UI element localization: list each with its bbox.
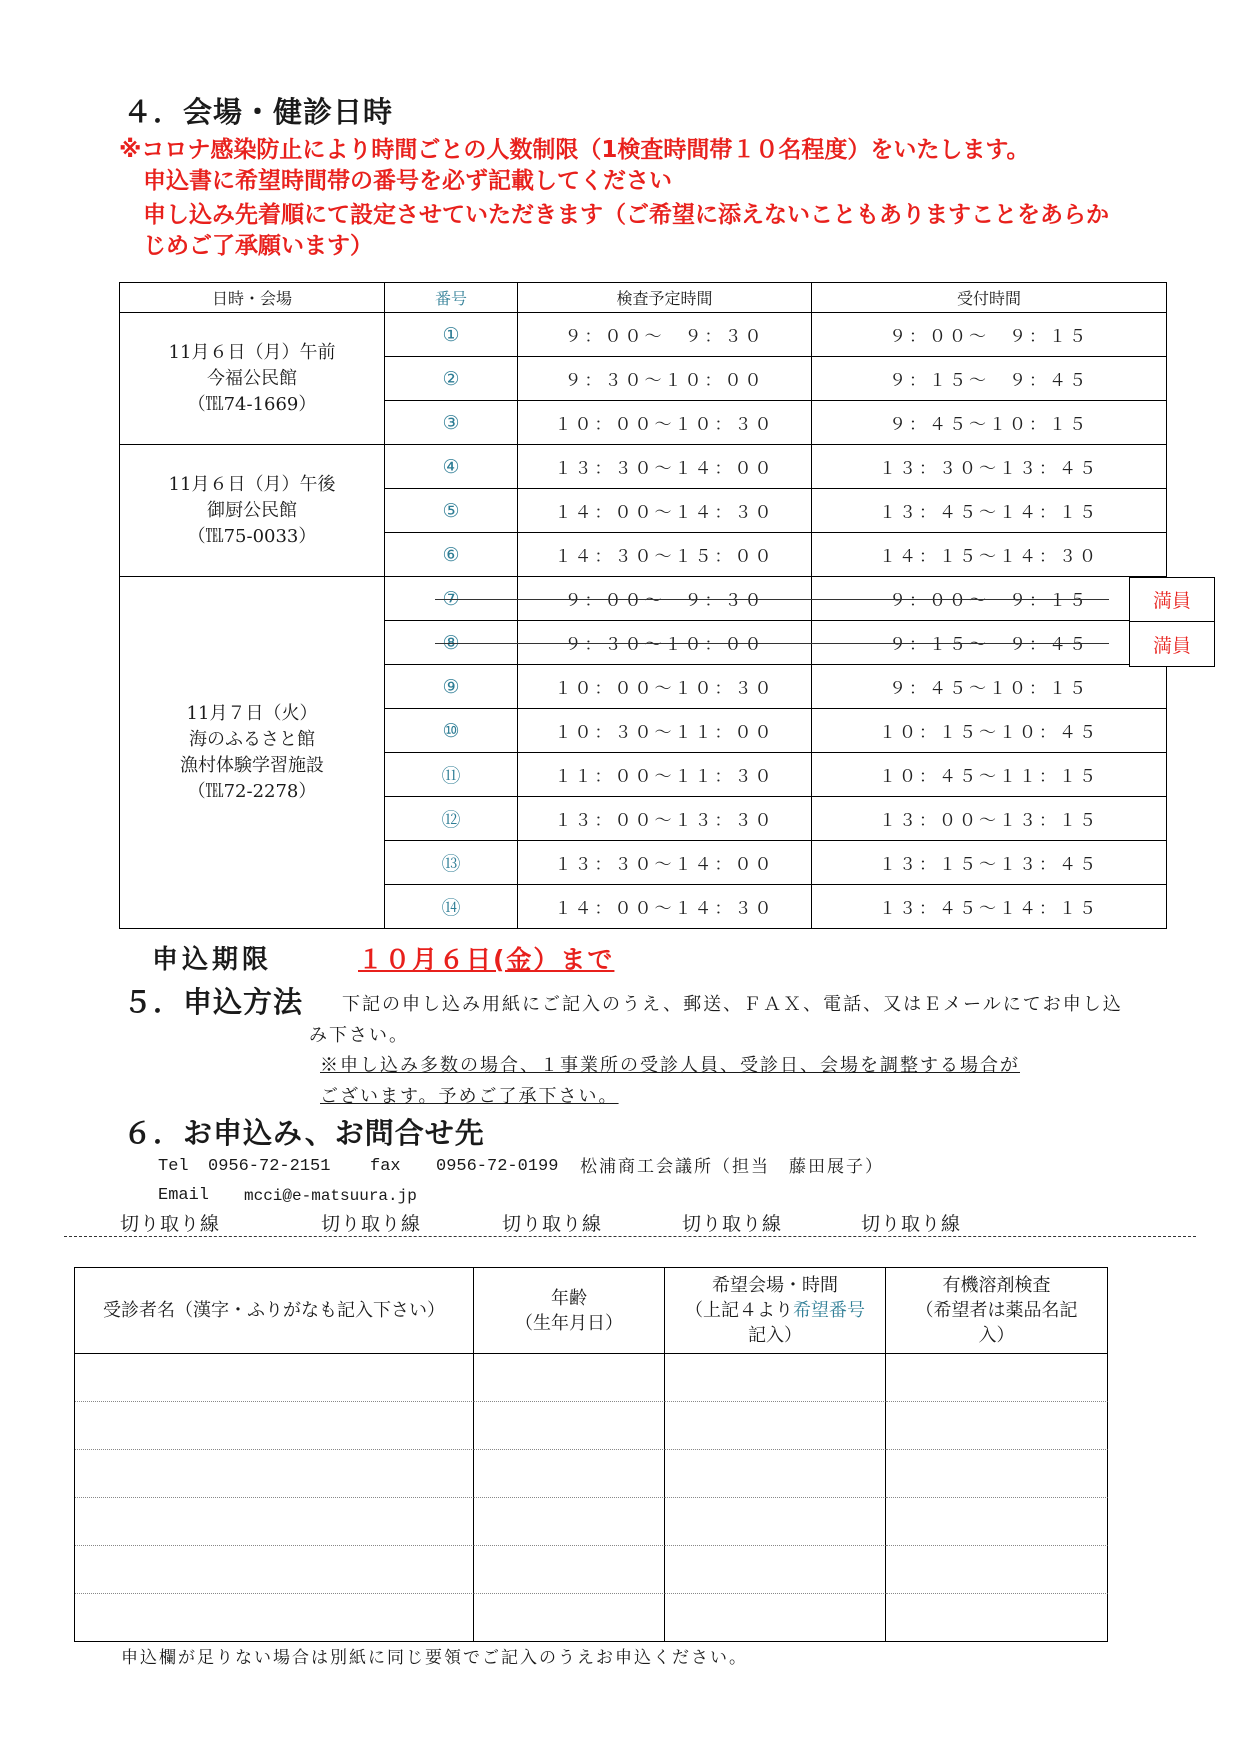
cut-line-label: 切り取り線 — [682, 1213, 783, 1235]
form-cell — [665, 1402, 886, 1450]
section6-title: ６．お申込み、お問合せ先 — [123, 1116, 485, 1150]
exam-time: ９：３０～１０：００ — [518, 621, 812, 665]
form-header-age — [474, 1268, 665, 1354]
form-cell — [474, 1594, 665, 1642]
form-cell — [75, 1594, 474, 1642]
reception-time: ９：００～ ９：１５ — [812, 313, 1167, 357]
form-header-solvent-line: （希望者は薬品名記 — [915, 1300, 1078, 1321]
exam-time: １４：３０～１５：００ — [518, 533, 812, 577]
exam-time: １０：００～１０：３０ — [518, 665, 812, 709]
email-address: mcci@e-matsuura.jp — [244, 1187, 417, 1205]
venue-date: 11月６日（月）午後 — [168, 473, 336, 495]
form-header-venue-time-highlight: 希望番号 — [793, 1300, 865, 1321]
cut-line — [64, 1236, 1196, 1237]
deadline-value: １０月６日(金）まで — [358, 945, 615, 974]
organization-contact: 松浦商工会議所（担当 藤田展子） — [580, 1157, 884, 1177]
reception-time: １３：４５～１４：１５ — [812, 885, 1167, 929]
reception-time: ９：００～ ９：１５ — [812, 577, 1167, 621]
venue-name: 御厨公民館 — [207, 499, 297, 521]
section5-note-line: ※申し込み多数の場合、１事業所の受診人員、受診日、会場を調整する場合が — [320, 1055, 1020, 1076]
full-badge: 満員 — [1129, 577, 1215, 622]
form-cell — [75, 1498, 474, 1546]
form-cell — [886, 1402, 1108, 1450]
venue-name: 今福公民館 — [207, 367, 297, 389]
slot-number: ④ — [385, 445, 518, 489]
venue-date: 11月７日（火） — [186, 702, 318, 724]
form-cell — [75, 1402, 474, 1450]
exam-time: ９：００～ ９：３０ — [518, 313, 812, 357]
header-number: 番号 — [385, 283, 518, 313]
reception-time: １３：１５～１３：４５ — [812, 841, 1167, 885]
form-cell — [665, 1354, 886, 1402]
slot-number: ⑬ — [385, 841, 518, 885]
form-cell — [886, 1354, 1108, 1402]
exam-time: １１：００～１１：３０ — [518, 753, 812, 797]
form-footer-note: 申込欄が足りない場合は別紙に同じ要領でご記入のうえお申込ください。 — [121, 1648, 748, 1668]
email-label: Email — [158, 1186, 210, 1205]
form-cell — [665, 1594, 886, 1642]
section4-title: ４．会場・健診日時 — [123, 95, 394, 129]
cut-line-label: 切り取り線 — [861, 1213, 962, 1235]
exam-time: １０：３０～１１：００ — [518, 709, 812, 753]
venue-cell-mikuriya — [120, 445, 385, 577]
notice-line: ※コロナ感染防止により時間ごとの人数制限（1検査時間帯１０名程度）をいたします。 — [119, 137, 1030, 163]
slot-number: ① — [385, 313, 518, 357]
slot-number: ⑧ — [385, 621, 518, 665]
form-cell — [474, 1354, 665, 1402]
section5-note-line: ございます。予めご了承下さい。 — [320, 1086, 619, 1107]
reception-time: ９：１５～ ９：４５ — [812, 357, 1167, 401]
slot-number: ⑩ — [385, 709, 518, 753]
tel-label: Tel — [158, 1157, 189, 1176]
slot-number: ⑭ — [385, 885, 518, 929]
form-cell — [75, 1546, 474, 1594]
form-cell — [474, 1546, 665, 1594]
form-cell — [474, 1450, 665, 1498]
form-header-venue-time-line — [685, 1298, 865, 1323]
reception-time: １０：４５～１１：１５ — [812, 753, 1167, 797]
fax-label: fax — [370, 1157, 401, 1176]
reception-time: １３：００～１３：１５ — [812, 797, 1167, 841]
form-cell — [886, 1498, 1108, 1546]
form-header-name-text: 受診者名（漢字・ふりがなも記入下さい） — [103, 1300, 445, 1321]
cut-line-label: 切り取り線 — [120, 1213, 221, 1235]
cut-line-label: 切り取り線 — [502, 1213, 603, 1235]
form-header-solvent-test — [886, 1268, 1108, 1354]
cut-line-label: 切り取り線 — [321, 1213, 422, 1235]
form-cell — [886, 1546, 1108, 1594]
exam-time: ９：００～ ９：３０ — [518, 577, 812, 621]
form-cell — [665, 1498, 886, 1546]
form-header-venue-time-prefix: （上記４より — [685, 1300, 793, 1321]
slot-number: ⑨ — [385, 665, 518, 709]
form-cell — [474, 1402, 665, 1450]
full-badge: 満員 — [1129, 621, 1215, 667]
fax-number: 0956-72-0199 — [436, 1157, 559, 1176]
form-cell — [886, 1594, 1108, 1642]
exam-time: １３：００～１３：３０ — [518, 797, 812, 841]
exam-time: １０：００～１０：３０ — [518, 401, 812, 445]
header-exam-time: 検査予定時間 — [518, 283, 812, 313]
slot-number: ⑥ — [385, 533, 518, 577]
exam-time: １３：３０～１４：００ — [518, 445, 812, 489]
form-cell — [665, 1546, 886, 1594]
form-cell — [75, 1450, 474, 1498]
slot-number: ② — [385, 357, 518, 401]
venue-tel: （℡75-0033） — [187, 525, 317, 547]
notice-line: じめご了承願います） — [143, 233, 373, 259]
form-cell — [665, 1450, 886, 1498]
form-header-venue-time-line: 記入） — [748, 1325, 802, 1346]
section5-title: ５．申込方法 — [123, 985, 304, 1019]
slot-number: ⑪ — [385, 753, 518, 797]
slot-number: ⑤ — [385, 489, 518, 533]
form-header-age-line: 年齢 — [551, 1287, 587, 1309]
exam-time: １４：００～１４：３０ — [518, 489, 812, 533]
form-header-name — [75, 1268, 474, 1354]
deadline-label: 申込期限 — [152, 945, 273, 975]
header-reception-time: 受付時間 — [812, 283, 1167, 313]
notice-line: 申込書に希望時間帯の番号を必ず記載してください — [143, 168, 672, 194]
reception-time: ９：４５～１０：１５ — [812, 401, 1167, 445]
venue-tel: （℡72-2278） — [187, 780, 317, 802]
reception-time: １３：４５～１４：１５ — [812, 489, 1167, 533]
form-cell — [886, 1450, 1108, 1498]
application-form-table — [74, 1267, 1108, 1642]
notice-line: 申し込み先着順にて設定させていただきます（ご希望に添えないこともありますことをあらか — [143, 202, 1109, 228]
venue-tel: （℡74-1669） — [187, 393, 317, 415]
tel-number: 0956-72-2151 — [208, 1157, 331, 1176]
slot-number: ⑫ — [385, 797, 518, 841]
form-cell — [75, 1354, 474, 1402]
exam-time: １４：００～１４：３０ — [518, 885, 812, 929]
exam-time: １３：３０～１４：００ — [518, 841, 812, 885]
form-header-solvent-line: 入） — [978, 1325, 1015, 1346]
form-header-venue-time-line: 希望会場・時間 — [712, 1275, 838, 1296]
venue-cell-imafuku — [120, 313, 385, 445]
venue-cell-umi-no-furusato-kan — [120, 577, 385, 929]
venue-facility: 漁村体験学習施設 — [180, 754, 324, 776]
slot-number: ⑦ — [385, 577, 518, 621]
reception-time: １３：３０～１３：４５ — [812, 445, 1167, 489]
section5-body-line: み下さい。 — [309, 1025, 409, 1046]
form-header-venue-time — [665, 1268, 886, 1354]
strikethrough-line — [435, 599, 1109, 600]
schedule-table — [119, 282, 1167, 929]
section5-body-line: 下記の申し込み用紙にご記入のうえ、郵送、ＦＡＸ、電話、又はＥメールにてお申し込 — [342, 994, 1123, 1015]
slot-number: ③ — [385, 401, 518, 445]
venue-name: 海のふるさと館 — [189, 728, 315, 750]
exam-time: ９：３０～１０：００ — [518, 357, 812, 401]
form-header-solvent-line: 有機溶剤検査 — [942, 1275, 1051, 1296]
venue-date: 11月６日（月）午前 — [168, 341, 336, 363]
form-header-age-line: （生年月日） — [515, 1312, 623, 1334]
strikethrough-line — [435, 643, 1109, 644]
form-cell — [474, 1498, 665, 1546]
reception-time: １４：１５～１４：３０ — [812, 533, 1167, 577]
reception-time: ９：４５～１０：１５ — [812, 665, 1167, 709]
header-datetime-venue: 日時・会場 — [120, 283, 385, 313]
reception-time: ９：１５～ ９：４５ — [812, 621, 1167, 665]
reception-time: １０：１５～１０：４５ — [812, 709, 1167, 753]
